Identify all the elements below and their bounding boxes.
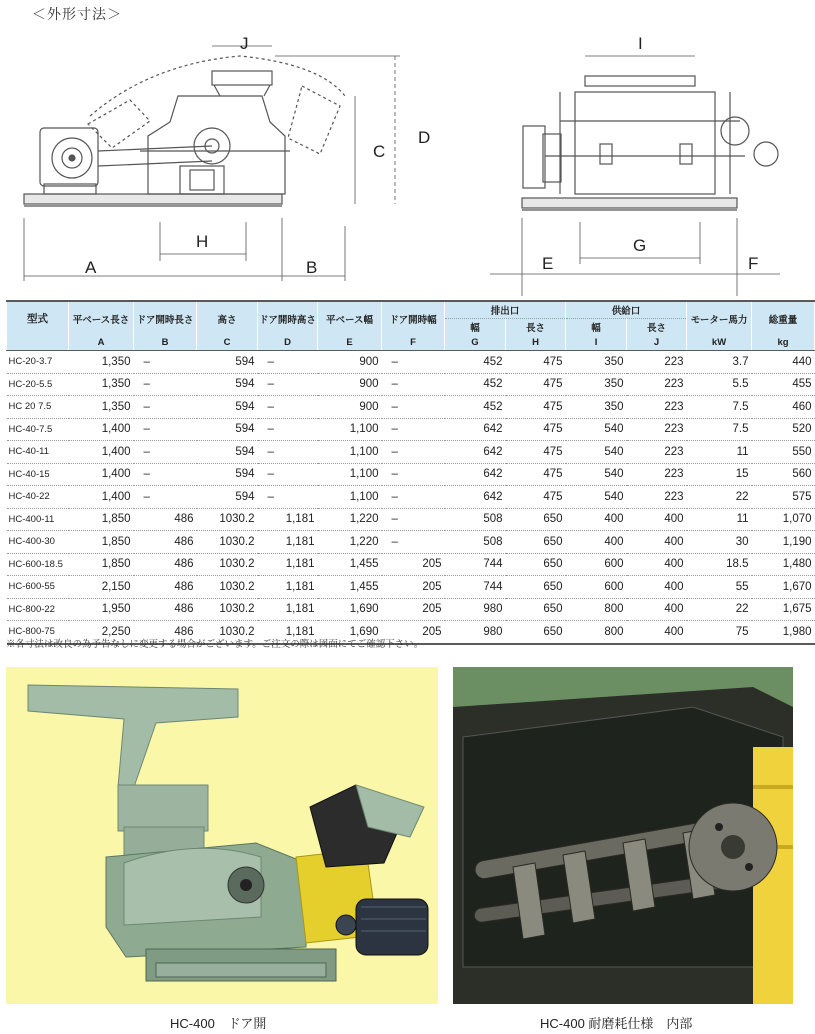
dimension-label-g: G: [633, 236, 647, 255]
value-cell: 1,675: [752, 598, 815, 621]
header-model: 型式: [7, 301, 69, 335]
value-cell: 55: [687, 576, 752, 599]
value-cell: 560: [752, 463, 815, 486]
value-cell: –: [134, 441, 197, 464]
value-cell: 1030.2: [197, 553, 258, 576]
value-cell: 540: [566, 418, 627, 441]
header-outlet-length: 長さ: [506, 319, 566, 336]
value-cell: 2,250: [69, 621, 134, 644]
value-cell: 550: [752, 441, 815, 464]
value-cell: 475: [506, 418, 566, 441]
table-row: [7, 598, 815, 621]
value-cell: –: [258, 486, 318, 509]
model-cell: HC-40-7.5: [7, 418, 69, 441]
value-cell: –: [258, 351, 318, 374]
value-cell: 1,455: [318, 553, 382, 576]
value-cell: 2,150: [69, 576, 134, 599]
value-cell: 11: [687, 441, 752, 464]
value-cell: 400: [566, 531, 627, 554]
value-cell: –: [258, 463, 318, 486]
model-cell: HC-800-22: [7, 598, 69, 621]
value-cell: –: [258, 373, 318, 396]
value-cell: 594: [197, 351, 258, 374]
value-cell: 475: [506, 396, 566, 419]
header-b: ドア開時長さ: [134, 301, 197, 335]
value-cell: –: [258, 396, 318, 419]
value-cell: 400: [627, 576, 687, 599]
value-cell: 452: [445, 373, 506, 396]
value-cell: 980: [445, 598, 506, 621]
value-cell: 900: [318, 351, 382, 374]
value-cell: 1,070: [752, 508, 815, 531]
dimension-note: ※各寸法は改良の為予告なしに変更する場合がございます。ご注文の際は図面にてご確認下さい。: [6, 639, 424, 650]
value-cell: 475: [506, 463, 566, 486]
value-cell: –: [382, 531, 445, 554]
value-cell: 1,220: [318, 531, 382, 554]
model-cell: HC-40-15: [7, 463, 69, 486]
header-outlet-width: 幅: [445, 319, 506, 336]
value-cell: 455: [752, 373, 815, 396]
model-cell: HC-20-3.7: [7, 351, 69, 374]
value-cell: 1030.2: [197, 576, 258, 599]
table-row: [7, 553, 815, 576]
value-cell: 800: [566, 598, 627, 621]
value-cell: –: [134, 373, 197, 396]
dimension-label-e: E: [542, 254, 554, 273]
value-cell: 205: [382, 621, 445, 644]
value-cell: 7.5: [687, 418, 752, 441]
value-cell: 205: [382, 553, 445, 576]
value-cell: 1030.2: [197, 531, 258, 554]
value-cell: –: [382, 486, 445, 509]
value-cell: 650: [506, 531, 566, 554]
header-outlet: 排出口: [445, 301, 566, 319]
value-cell: 1,181: [258, 598, 318, 621]
value-cell: 400: [566, 508, 627, 531]
header-unit-8: I: [566, 335, 627, 351]
header-unit-6: G: [445, 335, 506, 351]
value-cell: 1,850: [69, 553, 134, 576]
value-cell: 594: [197, 418, 258, 441]
specification-table: [6, 300, 815, 645]
model-cell: HC-20-5.5: [7, 373, 69, 396]
table-row: [7, 418, 815, 441]
table-row: [7, 396, 815, 419]
value-cell: 508: [445, 531, 506, 554]
value-cell: 22: [687, 598, 752, 621]
value-cell: 486: [134, 621, 197, 644]
table-row: [7, 531, 815, 554]
dimension-label-b: B: [306, 258, 318, 277]
value-cell: 400: [627, 553, 687, 576]
table-row: [7, 486, 815, 509]
value-cell: 540: [566, 486, 627, 509]
value-cell: 1,850: [69, 531, 134, 554]
value-cell: –: [258, 441, 318, 464]
value-cell: 1,400: [69, 441, 134, 464]
model-cell: HC-40-11: [7, 441, 69, 464]
value-cell: 452: [445, 351, 506, 374]
value-cell: 1,181: [258, 576, 318, 599]
header-unit-1: B: [134, 335, 197, 351]
value-cell: 1,850: [69, 508, 134, 531]
value-cell: 452: [445, 396, 506, 419]
value-cell: 1,100: [318, 441, 382, 464]
value-cell: 440: [752, 351, 815, 374]
value-cell: 475: [506, 441, 566, 464]
value-cell: 520: [752, 418, 815, 441]
value-cell: 650: [506, 508, 566, 531]
value-cell: 486: [134, 553, 197, 576]
header-unit-11: kg: [752, 335, 815, 351]
header-unit-9: J: [627, 335, 687, 351]
side-and-front-view-drawing: [0, 26, 800, 296]
value-cell: 15: [687, 463, 752, 486]
value-cell: 1,181: [258, 508, 318, 531]
value-cell: –: [134, 486, 197, 509]
model-cell: HC-600-55: [7, 576, 69, 599]
value-cell: 7.5: [687, 396, 752, 419]
value-cell: –: [134, 396, 197, 419]
header-unit-blank: [7, 335, 69, 351]
value-cell: 75: [687, 621, 752, 644]
section-title: ＜外形寸法＞: [32, 7, 122, 23]
header-unit-2: C: [197, 335, 258, 351]
dimension-label-h: H: [196, 232, 209, 251]
header-unit-0: A: [69, 335, 134, 351]
value-cell: 1,100: [318, 486, 382, 509]
value-cell: 650: [506, 621, 566, 644]
value-cell: 1,220: [318, 508, 382, 531]
value-cell: 600: [566, 553, 627, 576]
value-cell: 475: [506, 373, 566, 396]
value-cell: 744: [445, 553, 506, 576]
header-e: 平ベース幅: [318, 301, 382, 335]
value-cell: 594: [197, 441, 258, 464]
value-cell: 650: [506, 553, 566, 576]
crusher-interior-illustration: [453, 667, 793, 1004]
value-cell: 1,480: [752, 553, 815, 576]
value-cell: –: [134, 351, 197, 374]
value-cell: 350: [566, 373, 627, 396]
value-cell: 18.5: [687, 553, 752, 576]
value-cell: –: [382, 396, 445, 419]
value-cell: 1,181: [258, 531, 318, 554]
header-unit-3: D: [258, 335, 318, 351]
dimension-label-i: I: [638, 34, 643, 53]
value-cell: 1,100: [318, 463, 382, 486]
caption-left-photo: HC-400 ドア開: [170, 1016, 267, 1031]
value-cell: 1030.2: [197, 621, 258, 644]
value-cell: 486: [134, 531, 197, 554]
value-cell: 594: [197, 373, 258, 396]
value-cell: 575: [752, 486, 815, 509]
value-cell: 642: [445, 486, 506, 509]
table-row: [7, 351, 815, 374]
value-cell: 1,400: [69, 418, 134, 441]
value-cell: 642: [445, 441, 506, 464]
value-cell: 486: [134, 598, 197, 621]
value-cell: 1,980: [752, 621, 815, 644]
value-cell: 1,350: [69, 351, 134, 374]
value-cell: 1,455: [318, 576, 382, 599]
photo-hc400-door-open: [6, 667, 438, 1004]
value-cell: 223: [627, 441, 687, 464]
value-cell: 508: [445, 508, 506, 531]
value-cell: 1030.2: [197, 598, 258, 621]
table-row: [7, 463, 815, 486]
value-cell: 1,950: [69, 598, 134, 621]
value-cell: 1,690: [318, 621, 382, 644]
value-cell: 1,181: [258, 621, 318, 644]
table-row: [7, 508, 815, 531]
value-cell: –: [382, 418, 445, 441]
dimension-label-c: C: [373, 142, 386, 161]
value-cell: 1,690: [318, 598, 382, 621]
value-cell: 594: [197, 463, 258, 486]
value-cell: 540: [566, 441, 627, 464]
value-cell: 540: [566, 463, 627, 486]
header-unit-4: E: [318, 335, 382, 351]
value-cell: 1,670: [752, 576, 815, 599]
value-cell: 5.5: [687, 373, 752, 396]
value-cell: 980: [445, 621, 506, 644]
value-cell: 1,400: [69, 486, 134, 509]
dimension-label-d: D: [418, 128, 431, 147]
value-cell: 1,400: [69, 463, 134, 486]
value-cell: 600: [566, 576, 627, 599]
value-cell: 900: [318, 373, 382, 396]
value-cell: 486: [134, 576, 197, 599]
value-cell: 594: [197, 486, 258, 509]
model-cell: HC-400-11: [7, 508, 69, 531]
value-cell: –: [382, 351, 445, 374]
header-unit-5: F: [382, 335, 445, 351]
header-unit-10: kW: [687, 335, 752, 351]
dimension-drawings: [0, 26, 800, 296]
value-cell: –: [258, 418, 318, 441]
value-cell: 475: [506, 486, 566, 509]
value-cell: 642: [445, 418, 506, 441]
header-c: 高さ: [197, 301, 258, 335]
header-weight: 総重量: [752, 301, 815, 335]
header-f: ドア開時幅: [382, 301, 445, 335]
value-cell: 205: [382, 598, 445, 621]
value-cell: 650: [506, 576, 566, 599]
value-cell: 350: [566, 396, 627, 419]
model-cell: HC-800-75: [7, 621, 69, 644]
value-cell: 650: [506, 598, 566, 621]
dimension-label-a: A: [85, 258, 97, 277]
value-cell: 1,190: [752, 531, 815, 554]
model-cell: HC 20 7.5: [7, 396, 69, 419]
header-unit-7: H: [506, 335, 566, 351]
header-a: 平ベース長さ: [69, 301, 134, 335]
dimension-label-f: F: [748, 254, 759, 273]
value-cell: 400: [627, 531, 687, 554]
header-inlet-length: 長さ: [627, 319, 687, 336]
dimension-label-j: J: [240, 34, 249, 53]
table-row: [7, 441, 815, 464]
value-cell: 223: [627, 351, 687, 374]
value-cell: 400: [627, 621, 687, 644]
value-cell: 223: [627, 463, 687, 486]
value-cell: 642: [445, 463, 506, 486]
value-cell: 223: [627, 373, 687, 396]
value-cell: –: [382, 508, 445, 531]
value-cell: 800: [566, 621, 627, 644]
value-cell: 400: [627, 598, 687, 621]
header-inlet: 供給口: [566, 301, 687, 319]
value-cell: 30: [687, 531, 752, 554]
value-cell: –: [382, 373, 445, 396]
photo-hc400-interior: [453, 667, 793, 1004]
header-motor: モーター馬力: [687, 301, 752, 335]
value-cell: 1,350: [69, 396, 134, 419]
value-cell: 460: [752, 396, 815, 419]
value-cell: 1030.2: [197, 508, 258, 531]
value-cell: 205: [382, 576, 445, 599]
value-cell: 475: [506, 351, 566, 374]
value-cell: 486: [134, 508, 197, 531]
crusher-door-open-illustration: [6, 667, 438, 1004]
model-cell: HC-40-22: [7, 486, 69, 509]
caption-right-photo: HC-400 耐磨耗仕様 内部: [540, 1016, 693, 1031]
table-row: [7, 373, 815, 396]
value-cell: 400: [627, 508, 687, 531]
value-cell: 594: [197, 396, 258, 419]
value-cell: –: [134, 463, 197, 486]
value-cell: 350: [566, 351, 627, 374]
value-cell: 223: [627, 418, 687, 441]
value-cell: 11: [687, 508, 752, 531]
header-d: ドア開時高さ: [258, 301, 318, 335]
header-inlet-width: 幅: [566, 319, 627, 336]
value-cell: 1,100: [318, 418, 382, 441]
value-cell: 900: [318, 396, 382, 419]
value-cell: 223: [627, 396, 687, 419]
table-row: [7, 576, 815, 599]
value-cell: 22: [687, 486, 752, 509]
value-cell: –: [382, 463, 445, 486]
value-cell: –: [382, 441, 445, 464]
model-cell: HC-400-30: [7, 531, 69, 554]
value-cell: 223: [627, 486, 687, 509]
value-cell: 744: [445, 576, 506, 599]
value-cell: –: [134, 418, 197, 441]
value-cell: 3.7: [687, 351, 752, 374]
model-cell: HC-600-18.5: [7, 553, 69, 576]
value-cell: 1,350: [69, 373, 134, 396]
value-cell: 1,181: [258, 553, 318, 576]
